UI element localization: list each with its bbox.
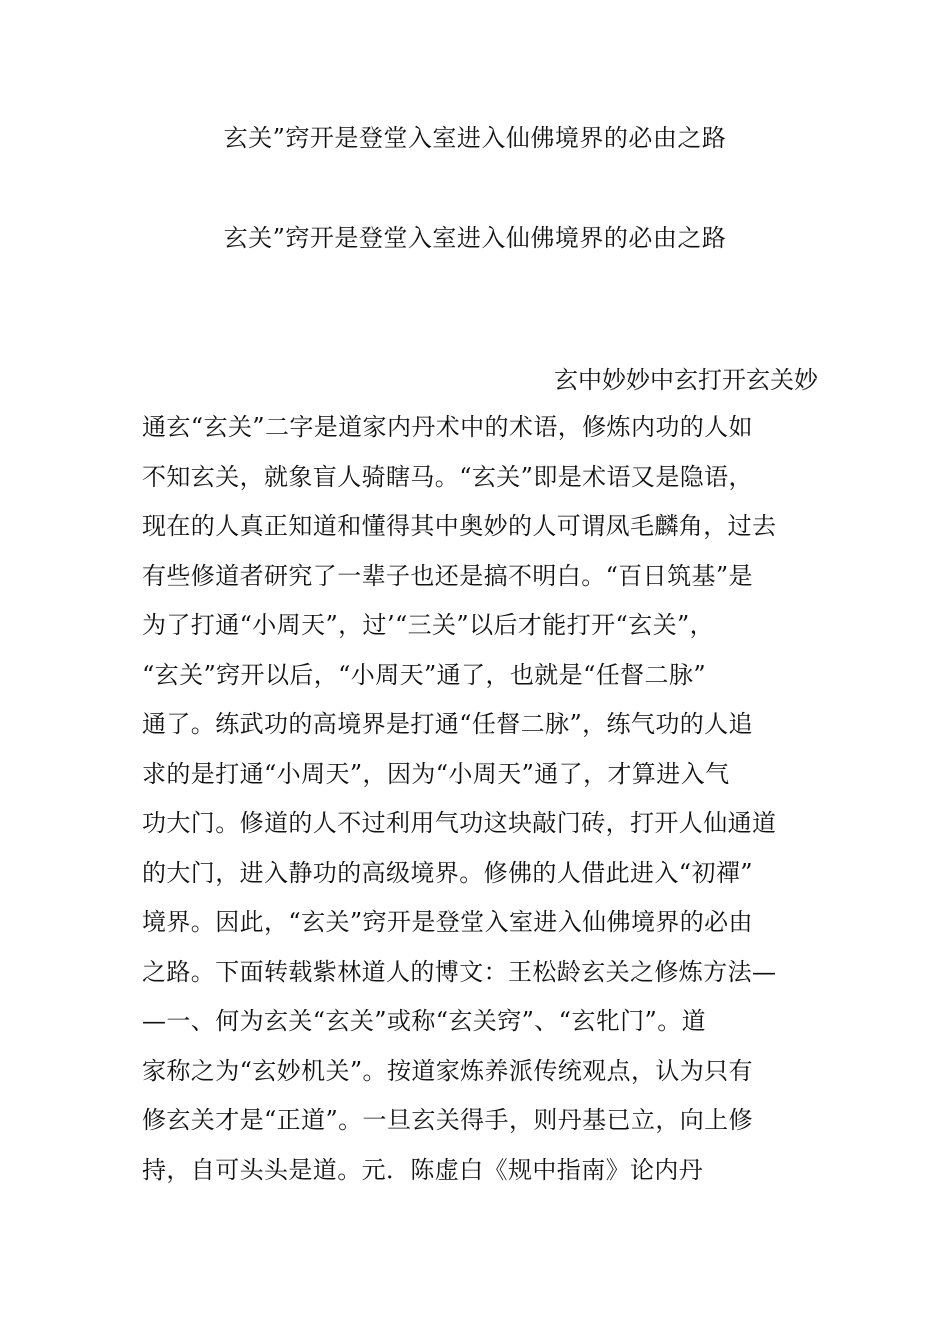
paragraph-line: “玄关”窍开以后，“小周天”通了，也就是“任督二脉” [142,660,707,689]
document-subtitle: 玄关”窍开是登堂入室进入仙佛境界的必由之路 [223,224,727,252]
intro-line: 玄中妙妙中玄打开玄关妙 [554,366,818,394]
paragraph-line: 功大门。修道的人不过利用气功这块敲门砖，打开人仙通道 [142,809,777,837]
paragraph-line: 通了。练武功的高境界是打通“任督二脉”，练气功的人追 [142,710,753,738]
document-title: 玄关”窍开是登堂入室进入仙佛境界的必由之路 [223,124,727,152]
paragraph-line: 有些修道者研究了一辈子也还是搞不明白。“百日筑基”是 [142,561,753,590]
paragraph-line: —一、何为玄关“玄关”或称“玄关窍”、“玄牝门”。道 [142,1007,707,1035]
paragraph-line: 通玄“玄关”二字是道家内丹术中的术语，修炼内功的人如 [142,413,753,441]
paragraph-line: 之路。下面转载紫林道人的博文：王松龄玄关之修炼方法— [142,957,777,986]
paragraph-line: 求的是打通“小周天”，因为“小周天”通了，才算进入气 [142,759,730,788]
paragraph-line: 持，自可头头是道。元．陈虚白《规中指南》论内丹 [142,1155,704,1184]
paragraph-line: 境界。因此，“玄关”窍开是登堂入室进入仙佛境界的必由 [142,908,753,936]
body-paragraph [142,403,822,1195]
paragraph-line: 修玄关才是“正道”。一旦玄关得手，则丹基已立，向上修 [142,1106,753,1134]
paragraph-line: 家称之为“玄妙机关”。按道家炼养派传统观点，认为只有 [142,1056,753,1085]
paragraph-line: 不知玄关，就象盲人骑瞎马。“玄关”即是术语又是隐语， [142,462,753,491]
paragraph-line: 为了打通“小周天”，过’“三关”以后才能打开“玄关”， [142,611,715,639]
paragraph-line: 现在的人真正知道和懂得其中奥妙的人可谓凤毛麟角，过去 [142,512,777,540]
paragraph-line: 的大门，进入静功的高级境界。修佛的人借此进入“初禪” [142,858,753,887]
